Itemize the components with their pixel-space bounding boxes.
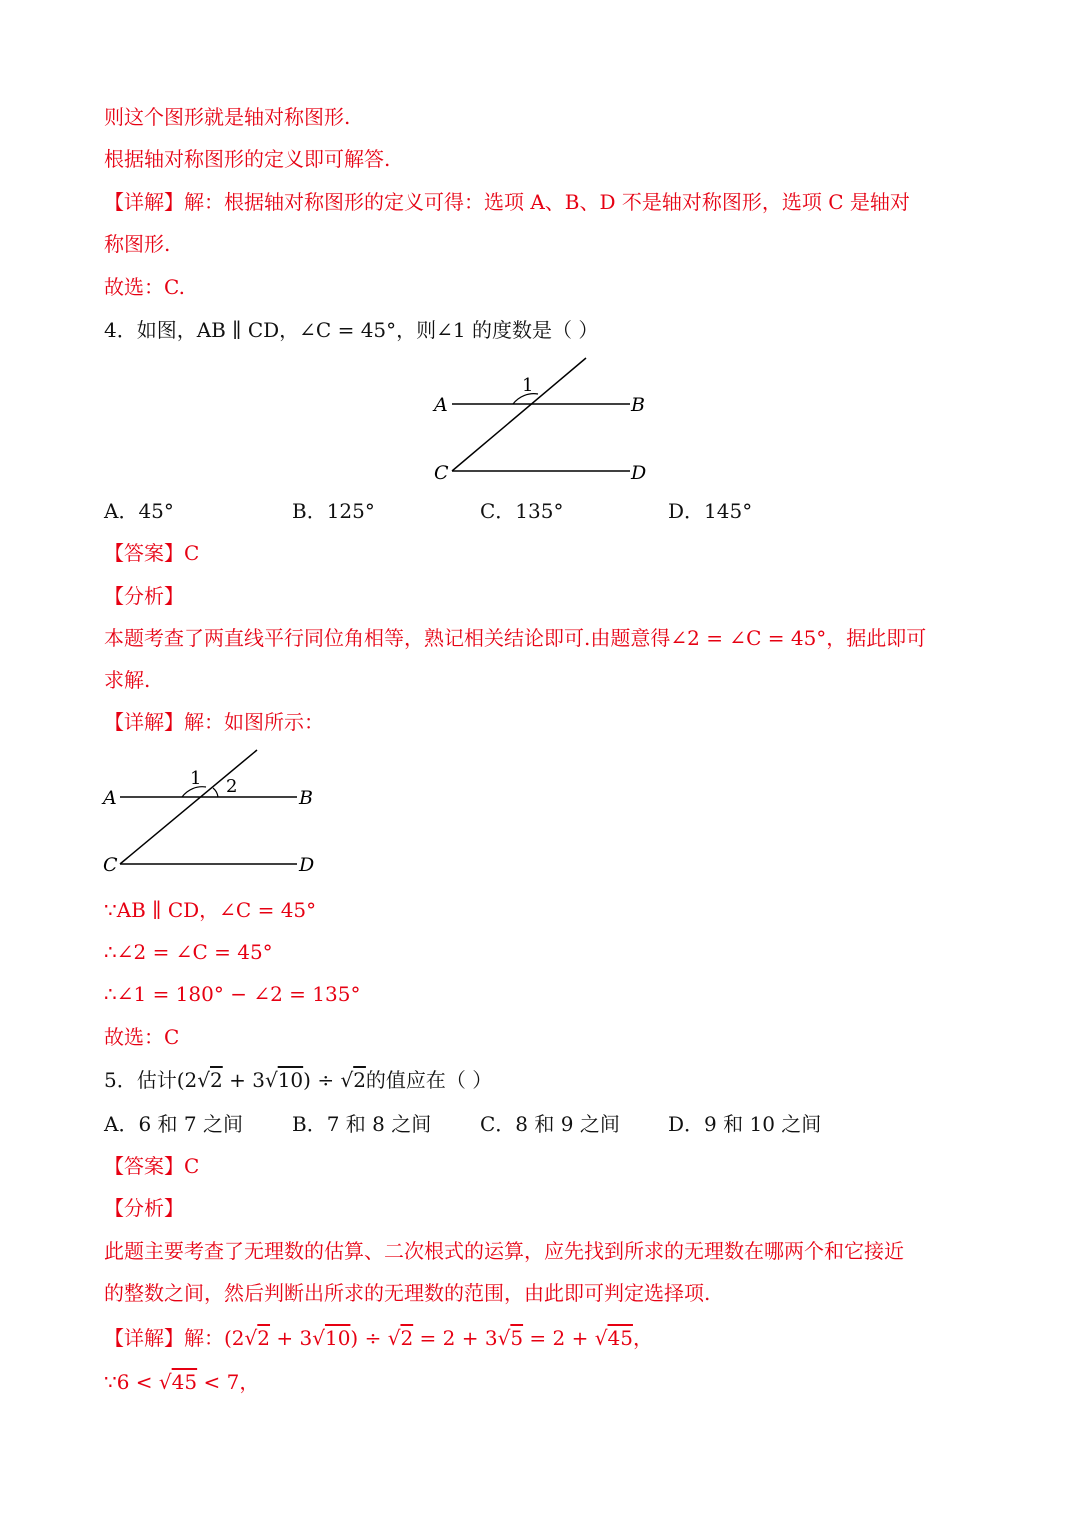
intro-line-2: 根据轴对称图形的定义即可解答. <box>104 147 391 171</box>
detail-part: + 3 <box>270 1326 313 1350</box>
answer-value: C <box>184 541 200 565</box>
q3-detail-text: 解：根据轴对称图形的定义可得：选项 A、B、D 不是轴对称图形，选项 C 是轴对 <box>184 190 910 214</box>
point-d-label: D <box>299 854 315 876</box>
detail-part: = 2 + <box>523 1326 595 1350</box>
q4-option-c: C．135° <box>480 499 564 523</box>
q4-analysis-line-2: 求解. <box>104 668 151 692</box>
point-a-label: A <box>434 394 448 416</box>
detail-tag: 【详解】 <box>104 710 184 734</box>
q4-solution-figure <box>98 745 338 880</box>
intro-line-1: 则这个图形就是轴对称图形. <box>104 105 351 129</box>
radicand: 45 <box>171 1370 198 1394</box>
detail-tag: 【详解】 <box>104 1326 184 1350</box>
angle-1-label: 1 <box>190 768 202 789</box>
q5-stem: 5．估计(2√2 + 3√10) ÷ √2的值应在（ ） <box>104 1068 493 1092</box>
q4-option-d: D．145° <box>668 499 753 523</box>
q5-option-b: B．7 和 8 之间 <box>292 1112 432 1136</box>
answer-value: C <box>184 1154 200 1178</box>
q3-detail-line-1 <box>104 188 910 216</box>
q5-analysis-tag: 【分析】 <box>104 1196 184 1220</box>
q4-choice: 故选：C <box>104 1025 180 1049</box>
q4-answer <box>104 539 199 567</box>
step-part: < 7， <box>197 1370 260 1394</box>
q5-stem-part: 5．估计(2 <box>104 1068 198 1092</box>
point-c-label: C <box>103 854 118 876</box>
radicand: 2 <box>353 1068 366 1092</box>
q3-detail-line-2: 称图形. <box>104 232 171 256</box>
transversal <box>452 358 586 471</box>
point-b-label: B <box>631 394 645 416</box>
q4-stem: 4．如图，AB ∥ CD，∠C = 45°，则∠1 的度数是（ ） <box>104 318 599 342</box>
detail-tag: 【详解】 <box>104 190 184 214</box>
q4-step-3: ∴∠1 = 180° − ∠2 = 135° <box>104 982 361 1006</box>
q5-analysis-line-2: 的整数之间，然后判断出所求的无理数的范围，由此即可判定选择项. <box>104 1281 711 1305</box>
q4-detail <box>104 708 324 736</box>
q3-choice: 故选：C. <box>104 275 185 299</box>
radicand: 2 <box>210 1068 223 1092</box>
detail-part: 解：(2 <box>184 1326 245 1350</box>
q5-answer <box>104 1152 199 1180</box>
q4-option-a: A．45° <box>104 499 174 523</box>
q4-figure <box>425 355 665 487</box>
radicand: 10 <box>277 1068 304 1092</box>
q5-stem-part: 的值应在（ ） <box>365 1068 493 1092</box>
radicand: 45 <box>607 1326 633 1350</box>
q5-stem-part: ) ÷ <box>303 1068 341 1092</box>
point-c-label: C <box>434 462 449 484</box>
step-part: ∵6 < <box>104 1370 159 1394</box>
angle-2-label: 2 <box>226 776 238 797</box>
radicand: 10 <box>324 1326 351 1350</box>
q4-step-2: ∴∠2 = ∠C = 45° <box>104 940 273 964</box>
q5-option-d: D．9 和 10 之间 <box>668 1112 822 1136</box>
detail-text: 解：如图所示： <box>184 710 324 734</box>
answer-tag: 【答案】 <box>104 1154 184 1178</box>
point-a-label: A <box>103 787 117 809</box>
answer-tag: 【答案】 <box>104 541 184 565</box>
point-b-label: B <box>299 787 313 809</box>
q5-detail: 【详解】解：(2√2 + 3√10) ÷ √2 = 2 + 3√5 = 2 + √45， <box>104 1326 653 1350</box>
q4-analysis-tag: 【分析】 <box>104 584 184 608</box>
q5-stem-part: + 3 <box>222 1068 265 1092</box>
q5-option-c: C．8 和 9 之间 <box>480 1112 620 1136</box>
q4-analysis-line-1: 本题考查了两直线平行同位角相等，熟记相关结论即可.由题意得∠2 = ∠C = 45°，据此即可 <box>104 626 927 650</box>
angle-1-label: 1 <box>522 375 534 396</box>
detail-part: = 2 + 3 <box>413 1326 498 1350</box>
q5-analysis-line-1: 此题主要考查了无理数的估算、二次根式的运算，应先找到所求的无理数在哪两个和它接近 <box>104 1239 904 1263</box>
q4-step-1: ∵AB ∥ CD，∠C = 45° <box>104 898 317 922</box>
detail-part: ， <box>632 1326 653 1350</box>
q5-step: ∵6 < √45 < 7， <box>104 1370 260 1394</box>
detail-part: ) ÷ <box>350 1326 388 1350</box>
angle-2-arc <box>213 788 218 797</box>
transversal <box>120 750 257 864</box>
radicand: 5 <box>510 1326 524 1350</box>
radicand: 2 <box>400 1326 414 1350</box>
radicand: 2 <box>257 1326 271 1350</box>
q4-option-b: B．125° <box>292 499 375 523</box>
point-d-label: D <box>631 462 647 484</box>
q5-option-a: A．6 和 7 之间 <box>104 1112 243 1136</box>
